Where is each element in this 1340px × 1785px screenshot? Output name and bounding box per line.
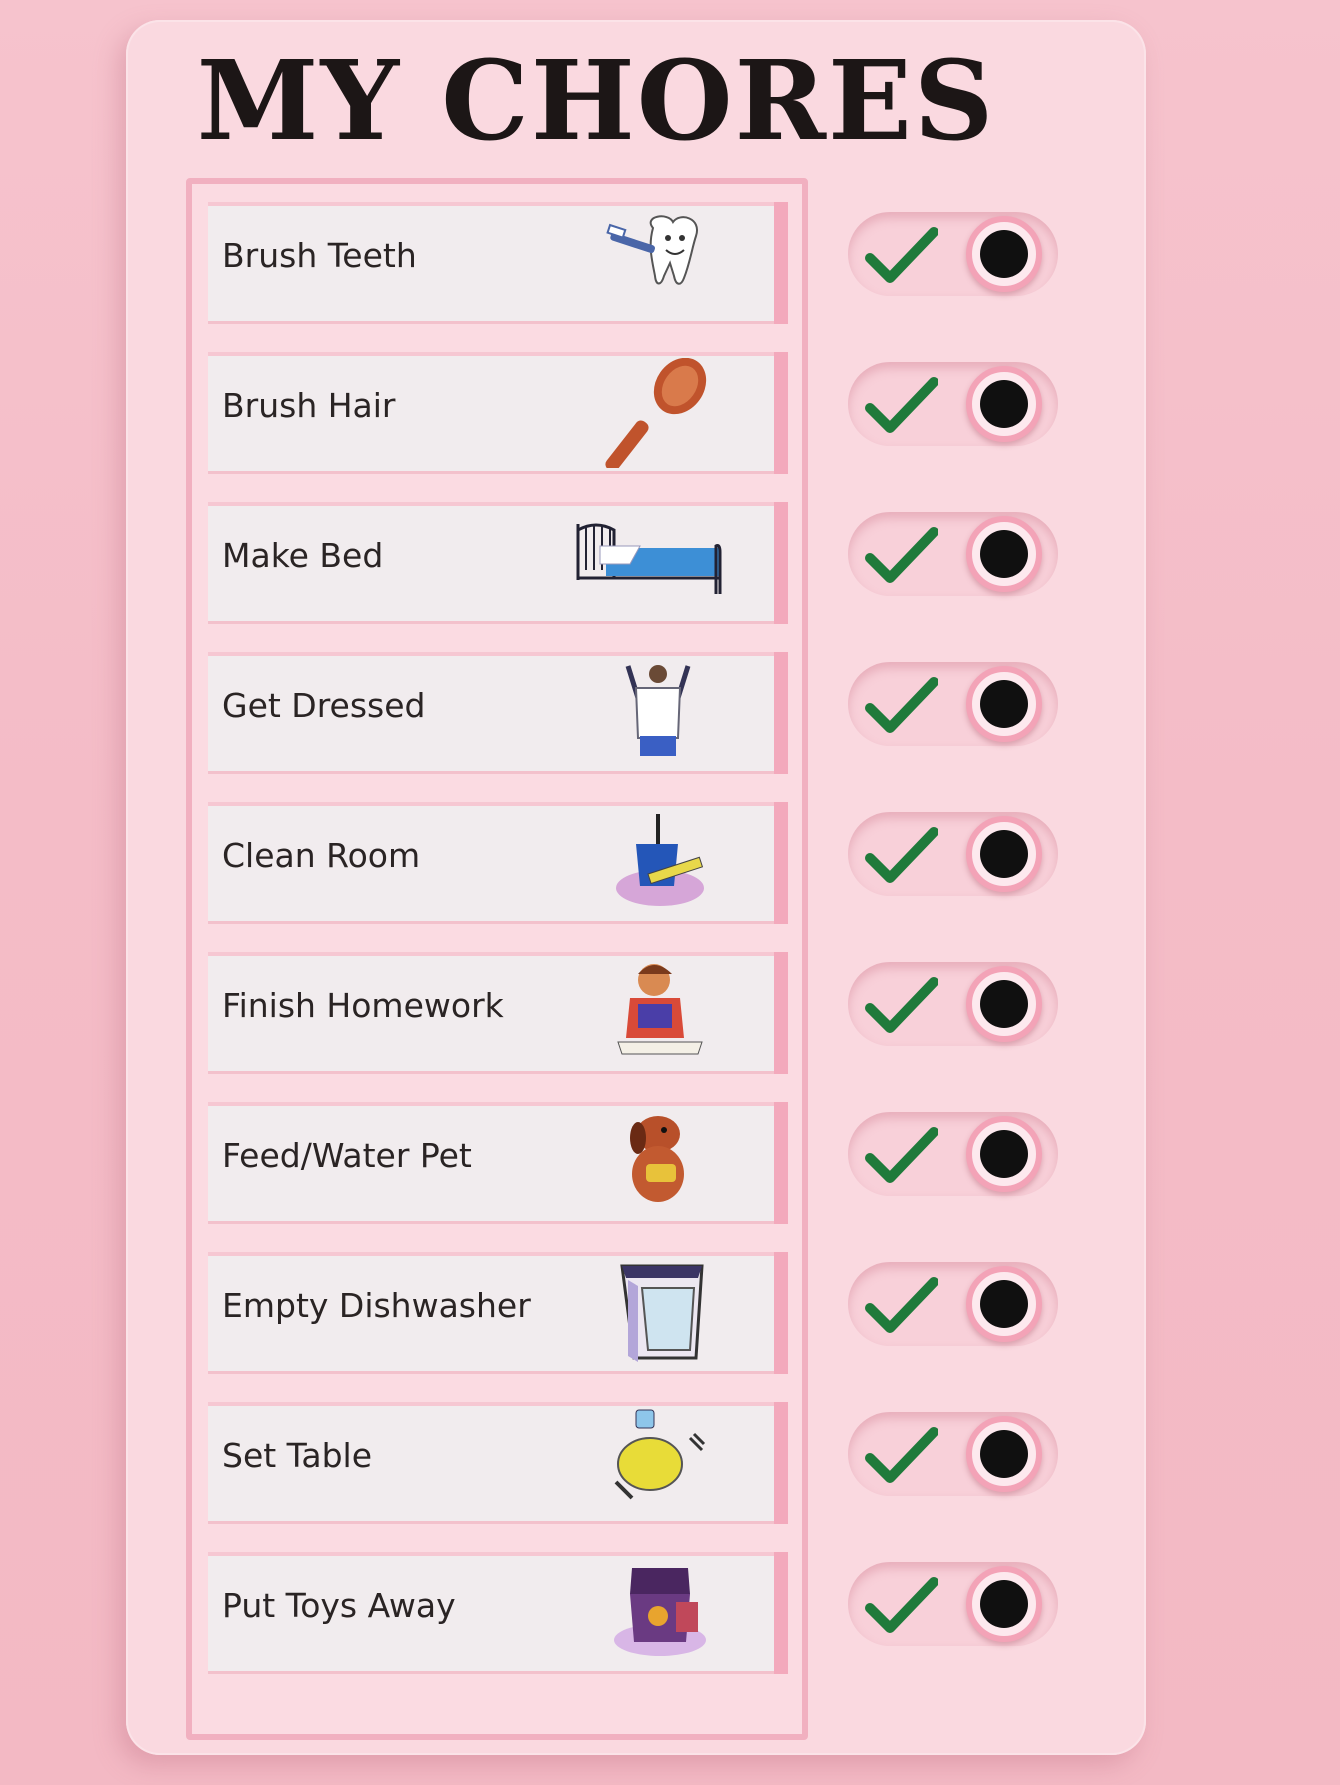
checkmark-icon bbox=[864, 1124, 938, 1186]
slider-knob[interactable] bbox=[966, 1266, 1042, 1342]
chore-slider-4[interactable] bbox=[848, 812, 1058, 896]
chore-label: Put Toys Away bbox=[222, 1586, 456, 1625]
chore-row bbox=[208, 352, 788, 474]
chore-label: Make Bed bbox=[222, 536, 384, 575]
chore-slider-7[interactable] bbox=[848, 1262, 1058, 1346]
slider-knob[interactable] bbox=[966, 366, 1042, 442]
hairbrush-icon bbox=[598, 358, 718, 468]
tooth-icon bbox=[598, 208, 718, 318]
checkmark-icon bbox=[864, 1424, 938, 1486]
dishwasher-icon bbox=[598, 1258, 718, 1368]
checkmark-icon bbox=[864, 824, 938, 886]
chore-row bbox=[208, 802, 788, 924]
chore-slider-2[interactable] bbox=[848, 512, 1058, 596]
chore-label: Get Dressed bbox=[222, 686, 426, 725]
checkmark-icon bbox=[864, 1574, 938, 1636]
chore-row bbox=[208, 502, 788, 624]
dressing-child-icon bbox=[598, 658, 718, 768]
checkmark-icon bbox=[864, 974, 938, 1036]
slider-knob[interactable] bbox=[966, 816, 1042, 892]
chore-row bbox=[208, 202, 788, 324]
chore-row bbox=[208, 952, 788, 1074]
checkmark-icon bbox=[864, 374, 938, 436]
chore-label: Brush Hair bbox=[222, 386, 396, 425]
slider-knob[interactable] bbox=[966, 216, 1042, 292]
dog-icon bbox=[598, 1108, 718, 1218]
homework-child-icon bbox=[598, 958, 718, 1068]
checkmark-icon bbox=[864, 1274, 938, 1336]
chore-row bbox=[208, 1252, 788, 1374]
chore-slider-1[interactable] bbox=[848, 362, 1058, 446]
chore-slider-8[interactable] bbox=[848, 1412, 1058, 1496]
chore-label: Finish Homework bbox=[222, 986, 504, 1025]
checkmark-icon bbox=[864, 674, 938, 736]
chore-row bbox=[208, 1102, 788, 1224]
toy-chest-icon bbox=[598, 1558, 718, 1668]
cleaning-bucket-icon bbox=[598, 808, 718, 918]
chore-label: Clean Room bbox=[222, 836, 421, 875]
chore-label: Set Table bbox=[222, 1436, 373, 1475]
chore-slider-5[interactable] bbox=[848, 962, 1058, 1046]
bed-icon bbox=[570, 508, 730, 618]
slider-knob[interactable] bbox=[966, 1566, 1042, 1642]
checkmark-icon bbox=[864, 524, 938, 586]
chore-label: Feed/Water Pet bbox=[222, 1136, 472, 1175]
slider-knob[interactable] bbox=[966, 1116, 1042, 1192]
chore-board bbox=[126, 20, 1146, 1755]
chore-row bbox=[208, 1402, 788, 1524]
slider-knob[interactable] bbox=[966, 1416, 1042, 1492]
chore-slider-9[interactable] bbox=[848, 1562, 1058, 1646]
board-title: MY CHORES bbox=[196, 36, 996, 165]
chore-slider-6[interactable] bbox=[848, 1112, 1058, 1196]
chore-list bbox=[186, 178, 808, 1740]
chore-row bbox=[208, 652, 788, 774]
checkmark-icon bbox=[864, 224, 938, 286]
place-setting-icon bbox=[598, 1408, 718, 1518]
slider-knob[interactable] bbox=[966, 516, 1042, 592]
slider-knob[interactable] bbox=[966, 666, 1042, 742]
chore-row bbox=[208, 1552, 788, 1674]
chore-slider-3[interactable] bbox=[848, 662, 1058, 746]
chore-slider-0[interactable] bbox=[848, 212, 1058, 296]
slider-knob[interactable] bbox=[966, 966, 1042, 1042]
chore-label: Empty Dishwasher bbox=[222, 1286, 531, 1325]
chore-label: Brush Teeth bbox=[222, 236, 417, 275]
